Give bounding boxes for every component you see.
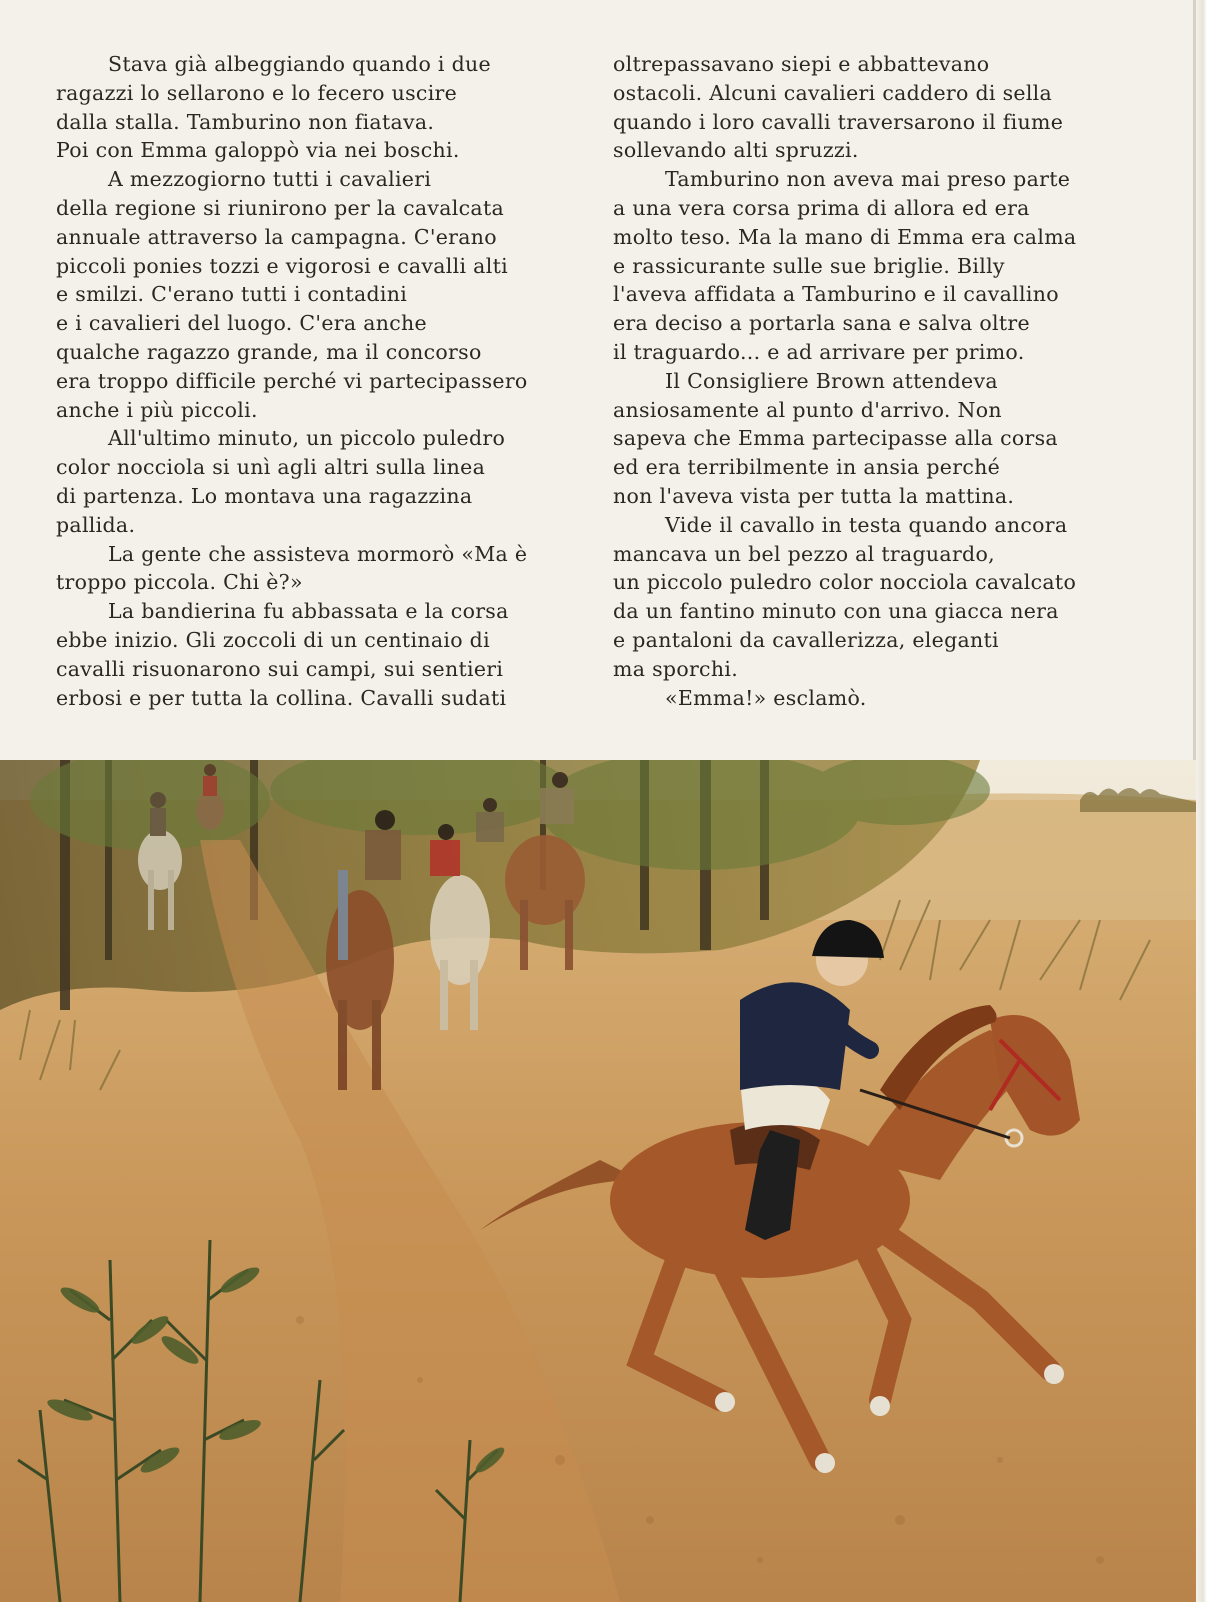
rider-jacket xyxy=(740,982,850,1090)
text-line: Stava già albeggiando quando i due xyxy=(108,52,491,76)
text-line: da un fantino minuto con una giacca nera xyxy=(613,599,1059,624)
page-edge xyxy=(1196,0,1214,1602)
text-line: sapeva che Emma partecipasse alla corsa xyxy=(613,426,1058,451)
text-line: era troppo difficile perché vi partecipassero xyxy=(56,368,528,393)
text-line: ansiosamente al punto d'arrivo. Non xyxy=(613,397,1002,422)
text-line: della regione si riunirono per la cavalcata xyxy=(56,195,505,220)
text-line: quando i loro cavalli traversarono il fiume xyxy=(613,109,1064,134)
right-text-column xyxy=(613,50,1153,712)
text-line: La bandierina fu abbassata e la corsa xyxy=(108,599,509,624)
text-line: ostacoli. Alcuni cavalieri caddero di sella xyxy=(613,80,1053,105)
text-line: ed era terribilmente in ansia perché xyxy=(613,455,1001,480)
text-line: Poi con Emma galoppò via nei boschi. xyxy=(56,138,460,163)
text-line: a una vera corsa prima di allora ed era xyxy=(613,195,1030,220)
text-line: dalla stalla. Tamburino non fiatava. xyxy=(56,109,435,134)
text-line: e smilzi. C'erano tutti i contadini xyxy=(56,282,408,307)
text-line: e i cavalieri del luogo. C'era anche xyxy=(56,311,427,336)
text-line: erbosi e per tutta la collina. Cavalli sudati xyxy=(56,685,507,710)
text-line: di partenza. Lo montava una ragazzina xyxy=(56,483,473,508)
text-line: pallida. xyxy=(56,512,136,537)
race-illustration xyxy=(0,760,1196,1602)
text-line: oltrepassavano siepi e abbattevano xyxy=(613,52,990,76)
text-line: troppo piccola. Chi è?» xyxy=(56,570,303,595)
text-line: sollevando alti spruzzi. xyxy=(613,138,859,163)
text-line: qualche ragazzo grande, ma il concorso xyxy=(56,339,482,364)
text-line: A mezzogiorno tutti i cavalieri xyxy=(108,167,432,192)
left-text-column xyxy=(56,50,576,712)
text-line: molto teso. Ma la mano di Emma era calma xyxy=(613,224,1077,249)
text-line: Il Consigliere Brown attendeva xyxy=(665,368,998,393)
text-line: «Emma!» esclamò. xyxy=(665,685,867,710)
text-line: color nocciola si unì agli altri sulla linea xyxy=(56,455,486,480)
text-line: e pantaloni da cavallerizza, eleganti xyxy=(613,627,999,652)
text-line: mancava un bel pezzo al traguardo, xyxy=(613,541,995,566)
text-line: non l'aveva vista per tutta la mattina. xyxy=(613,483,1015,508)
text-line: anche i più piccoli. xyxy=(56,397,258,422)
text-line: e rassicurante sulle sue briglie. Billy xyxy=(613,253,1005,278)
text-line: l'aveva affidata a Tamburino e il cavallino xyxy=(613,282,1059,307)
text-line: un piccolo puledro color nocciola cavalcato xyxy=(613,570,1077,595)
text-line: piccoli ponies tozzi e vigorosi e cavalli alti xyxy=(56,253,508,278)
text-line: ma sporchi. xyxy=(613,656,739,681)
text-line: La gente che assisteva mormorò «Ma è xyxy=(108,541,528,566)
text-line: All'ultimo minuto, un piccolo puledro xyxy=(108,426,506,451)
text-line: il traguardo... e ad arrivare per primo. xyxy=(613,339,1025,364)
text-line: ragazzi lo sellarono e lo fecero uscire xyxy=(56,80,458,105)
text-line: Tamburino non aveva mai preso parte xyxy=(665,167,1071,192)
text-line: annuale attraverso la campagna. C'erano xyxy=(56,224,497,249)
text-line: ebbe inizio. Gli zoccoli di un centinaio di xyxy=(56,627,490,652)
text-line: cavalli risuonarono sui campi, sui sentieri xyxy=(56,656,504,681)
text-line: era deciso a portarla sana e salva oltre xyxy=(613,311,1030,336)
text-line: Vide il cavallo in testa quando ancora xyxy=(665,512,1068,537)
